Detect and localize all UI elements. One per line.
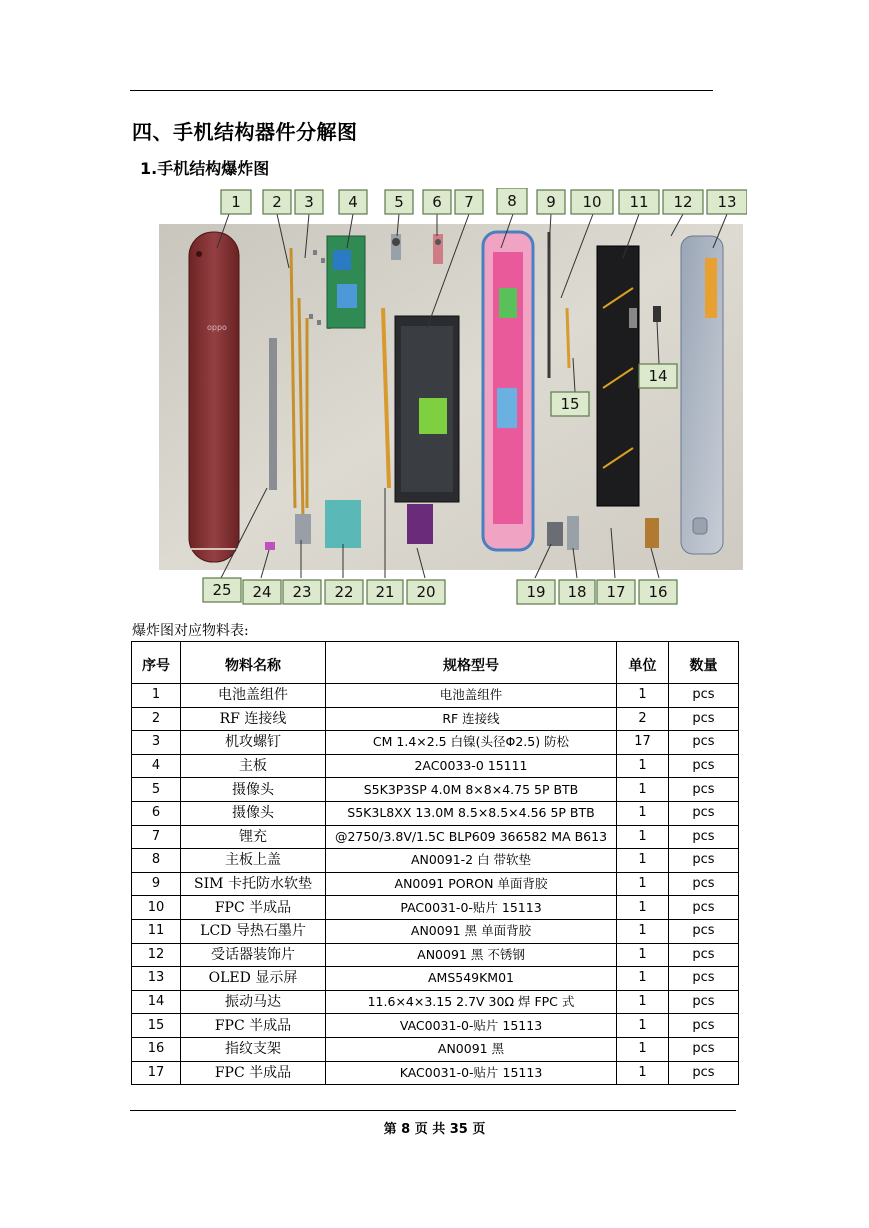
- cell-index: 8: [132, 849, 181, 873]
- cell-spec: @2750/3.8V/1.5C BLP609 366582 MA B613: [326, 825, 617, 849]
- bom-table: [131, 641, 739, 1085]
- cell-spec: 2AC0033-0 15111: [326, 754, 617, 778]
- svg-text:3: 3: [304, 193, 314, 211]
- svg-text:21: 21: [375, 583, 395, 601]
- callout-7: [455, 190, 483, 214]
- svg-text:24: 24: [252, 583, 272, 601]
- cell-spec: S5K3L8XX 13.0M 8.5×8.5×4.56 5P BTB: [326, 801, 617, 825]
- cell-spec: CM 1.4×2.5 白镍(头径Φ2.5) 防松: [326, 731, 617, 755]
- table-row: [132, 684, 739, 708]
- exploded-view-figure: [157, 188, 747, 608]
- header-qty: 数量: [669, 642, 739, 684]
- cell-spec: PAC0031-0-贴片 15113: [326, 896, 617, 920]
- cell-qty: pcs: [669, 825, 739, 849]
- callout-4: [339, 190, 367, 214]
- cell-qty: pcs: [669, 684, 739, 708]
- table-row: [132, 778, 739, 802]
- table-caption: 爆炸图对应物料表:: [132, 623, 249, 639]
- cell-spec: 11.6×4×3.15 2.7V 30Ω 焊 FPC 式: [326, 990, 617, 1014]
- table-row: [132, 1061, 739, 1085]
- callout-3: [295, 190, 323, 214]
- header-rule: [130, 90, 713, 91]
- cell-unit: 2: [617, 707, 669, 731]
- table-row: [132, 943, 739, 967]
- cell-spec: AN0091 黑: [326, 1037, 617, 1061]
- callout-19: [517, 580, 555, 604]
- fpc-part-10: [567, 308, 569, 368]
- callout-2: [263, 190, 291, 214]
- cell-index: 3: [132, 731, 181, 755]
- callout-16: [639, 580, 677, 604]
- cell-spec: AN0091-2 白 带软垫: [326, 849, 617, 873]
- cell-qty: pcs: [669, 919, 739, 943]
- cell-spec: AN0091 PORON 单面背胶: [326, 872, 617, 896]
- cell-name: 摄像头: [181, 801, 326, 825]
- callout-6: [423, 190, 451, 214]
- header-name: 物料名称: [181, 642, 326, 684]
- cell-index: 2: [132, 707, 181, 731]
- table-row: [132, 801, 739, 825]
- cell-spec: AN0091 黑 不锈钢: [326, 943, 617, 967]
- subsection-title: 1.手机结构爆炸图: [140, 159, 270, 178]
- cell-unit: 1: [617, 1014, 669, 1038]
- cell-index: 4: [132, 754, 181, 778]
- cell-unit: 1: [617, 1061, 669, 1085]
- svg-text:4: 4: [348, 193, 358, 211]
- callout-15: [551, 392, 589, 416]
- callout-23: [283, 580, 321, 604]
- cell-index: 17: [132, 1061, 181, 1085]
- cell-qty: pcs: [669, 731, 739, 755]
- callout-1: [221, 190, 251, 214]
- svg-text:14: 14: [648, 367, 668, 385]
- cell-unit: 1: [617, 896, 669, 920]
- svg-text:19: 19: [526, 583, 546, 601]
- svg-text:2: 2: [272, 193, 282, 211]
- cell-spec: AMS549KM01: [326, 967, 617, 991]
- cell-name: RF 连接线: [181, 707, 326, 731]
- cell-name: 电池盖组件: [181, 684, 326, 708]
- table-row: [132, 872, 739, 896]
- cell-index: 6: [132, 801, 181, 825]
- cell-qty: pcs: [669, 990, 739, 1014]
- graphite-sheet-part: [597, 246, 639, 506]
- callout-14: [639, 364, 677, 388]
- callout-9: [537, 190, 565, 214]
- table-row: [132, 849, 739, 873]
- cell-spec: KAC0031-0-贴片 15113: [326, 1061, 617, 1085]
- cell-spec: S5K3P3SP 4.0M 8×8×4.75 5P BTB: [326, 778, 617, 802]
- cell-unit: 1: [617, 990, 669, 1014]
- table-row: [132, 754, 739, 778]
- mainboard-part: [327, 236, 365, 328]
- cell-name: FPC 半成品: [181, 1061, 326, 1085]
- callout-10: [571, 190, 613, 214]
- cell-index: 1: [132, 684, 181, 708]
- cell-spec: RF 连接线: [326, 707, 617, 731]
- cell-unit: 1: [617, 943, 669, 967]
- phone-logo: oppo: [207, 323, 227, 332]
- svg-text:11: 11: [629, 193, 649, 211]
- cell-index: 12: [132, 943, 181, 967]
- table-row: [132, 825, 739, 849]
- table-row: [132, 919, 739, 943]
- header-unit: 单位: [617, 642, 669, 684]
- cell-unit: 1: [617, 1037, 669, 1061]
- cell-qty: pcs: [669, 1014, 739, 1038]
- svg-text:25: 25: [212, 581, 232, 599]
- cell-index: 7: [132, 825, 181, 849]
- cell-index: 15: [132, 1014, 181, 1038]
- cell-unit: 1: [617, 849, 669, 873]
- cell-name: 机攻螺钉: [181, 731, 326, 755]
- cell-qty: pcs: [669, 943, 739, 967]
- cell-unit: 1: [617, 778, 669, 802]
- cell-qty: pcs: [669, 778, 739, 802]
- cell-qty: pcs: [669, 801, 739, 825]
- callout-11: [619, 190, 659, 214]
- svg-text:10: 10: [582, 193, 602, 211]
- table-row: [132, 1037, 739, 1061]
- cell-name: 主板上盖: [181, 849, 326, 873]
- cell-spec: VAC0031-0-贴片 15113: [326, 1014, 617, 1038]
- header-index: 序号: [132, 642, 181, 684]
- cell-unit: 1: [617, 825, 669, 849]
- cell-index: 5: [132, 778, 181, 802]
- cell-unit: 1: [617, 801, 669, 825]
- svg-text:9: 9: [546, 193, 556, 211]
- callout-17: [597, 580, 635, 604]
- callout-24: [243, 580, 281, 604]
- header-spec: 规格型号: [326, 642, 617, 684]
- cell-name: OLED 显示屏: [181, 967, 326, 991]
- midframe-part: [483, 232, 533, 550]
- svg-text:18: 18: [567, 583, 587, 601]
- table-header-row: [132, 642, 739, 684]
- table-body: [132, 684, 739, 1085]
- cell-name: 受话器装饰片: [181, 943, 326, 967]
- cell-index: 9: [132, 872, 181, 896]
- callout-21: [367, 580, 403, 604]
- svg-text:7: 7: [464, 193, 474, 211]
- cell-name: 摄像头: [181, 778, 326, 802]
- callout-25: [203, 578, 241, 602]
- page-footer: 第 8 页 共 35 页: [383, 1122, 486, 1137]
- callout-20: [407, 580, 445, 604]
- cell-spec: AN0091 黑 单面背胶: [326, 919, 617, 943]
- table-row: [132, 1014, 739, 1038]
- cell-name: 指纹支架: [181, 1037, 326, 1061]
- cell-index: 16: [132, 1037, 181, 1061]
- table-row: [132, 896, 739, 920]
- cell-qty: pcs: [669, 707, 739, 731]
- svg-text:13: 13: [717, 193, 737, 211]
- callout-13: [707, 190, 747, 214]
- table-row: [132, 731, 739, 755]
- cell-qty: pcs: [669, 1061, 739, 1085]
- cell-name: 振动马达: [181, 990, 326, 1014]
- cell-index: 10: [132, 896, 181, 920]
- cell-unit: 1: [617, 919, 669, 943]
- cell-name: 主板: [181, 754, 326, 778]
- cell-qty: pcs: [669, 1037, 739, 1061]
- section-title: 四、手机结构器件分解图: [132, 120, 358, 144]
- cell-name: FPC 半成品: [181, 896, 326, 920]
- svg-text:22: 22: [334, 583, 354, 601]
- svg-text:12: 12: [673, 193, 693, 211]
- svg-text:5: 5: [394, 193, 404, 211]
- cell-qty: pcs: [669, 967, 739, 991]
- svg-text:8: 8: [507, 192, 517, 210]
- cell-spec: 电池盖组件: [326, 684, 617, 708]
- callout-18: [559, 580, 595, 604]
- cell-qty: pcs: [669, 849, 739, 873]
- svg-text:1: 1: [231, 193, 241, 211]
- cell-unit: 1: [617, 754, 669, 778]
- cell-unit: 17: [617, 731, 669, 755]
- svg-text:17: 17: [606, 583, 626, 601]
- cell-name: LCD 导热石墨片: [181, 919, 326, 943]
- table-row: [132, 707, 739, 731]
- svg-text:16: 16: [648, 583, 668, 601]
- table-row: [132, 967, 739, 991]
- cell-qty: pcs: [669, 896, 739, 920]
- cell-name: SIM 卡托防水软垫: [181, 872, 326, 896]
- strip-part: [269, 338, 277, 490]
- vibration-motor-part: [653, 306, 661, 322]
- cell-unit: 1: [617, 684, 669, 708]
- svg-text:6: 6: [432, 193, 442, 211]
- cell-index: 11: [132, 919, 181, 943]
- battery-cover-part: [189, 232, 239, 562]
- svg-text:15: 15: [560, 395, 580, 413]
- cell-qty: pcs: [669, 754, 739, 778]
- footer-rule: [130, 1110, 736, 1111]
- cell-name: 锂充: [181, 825, 326, 849]
- cell-unit: 1: [617, 967, 669, 991]
- callout-5: [385, 190, 413, 214]
- cell-qty: pcs: [669, 872, 739, 896]
- svg-text:20: 20: [416, 583, 436, 601]
- callout-8: [497, 188, 527, 214]
- table-row: [132, 990, 739, 1014]
- cell-name: FPC 半成品: [181, 1014, 326, 1038]
- cell-index: 13: [132, 967, 181, 991]
- oled-screen-part: [681, 236, 723, 554]
- callout-22: [325, 580, 363, 604]
- cell-unit: 1: [617, 872, 669, 896]
- cell-index: 14: [132, 990, 181, 1014]
- callout-12: [663, 190, 703, 214]
- svg-text:23: 23: [292, 583, 312, 601]
